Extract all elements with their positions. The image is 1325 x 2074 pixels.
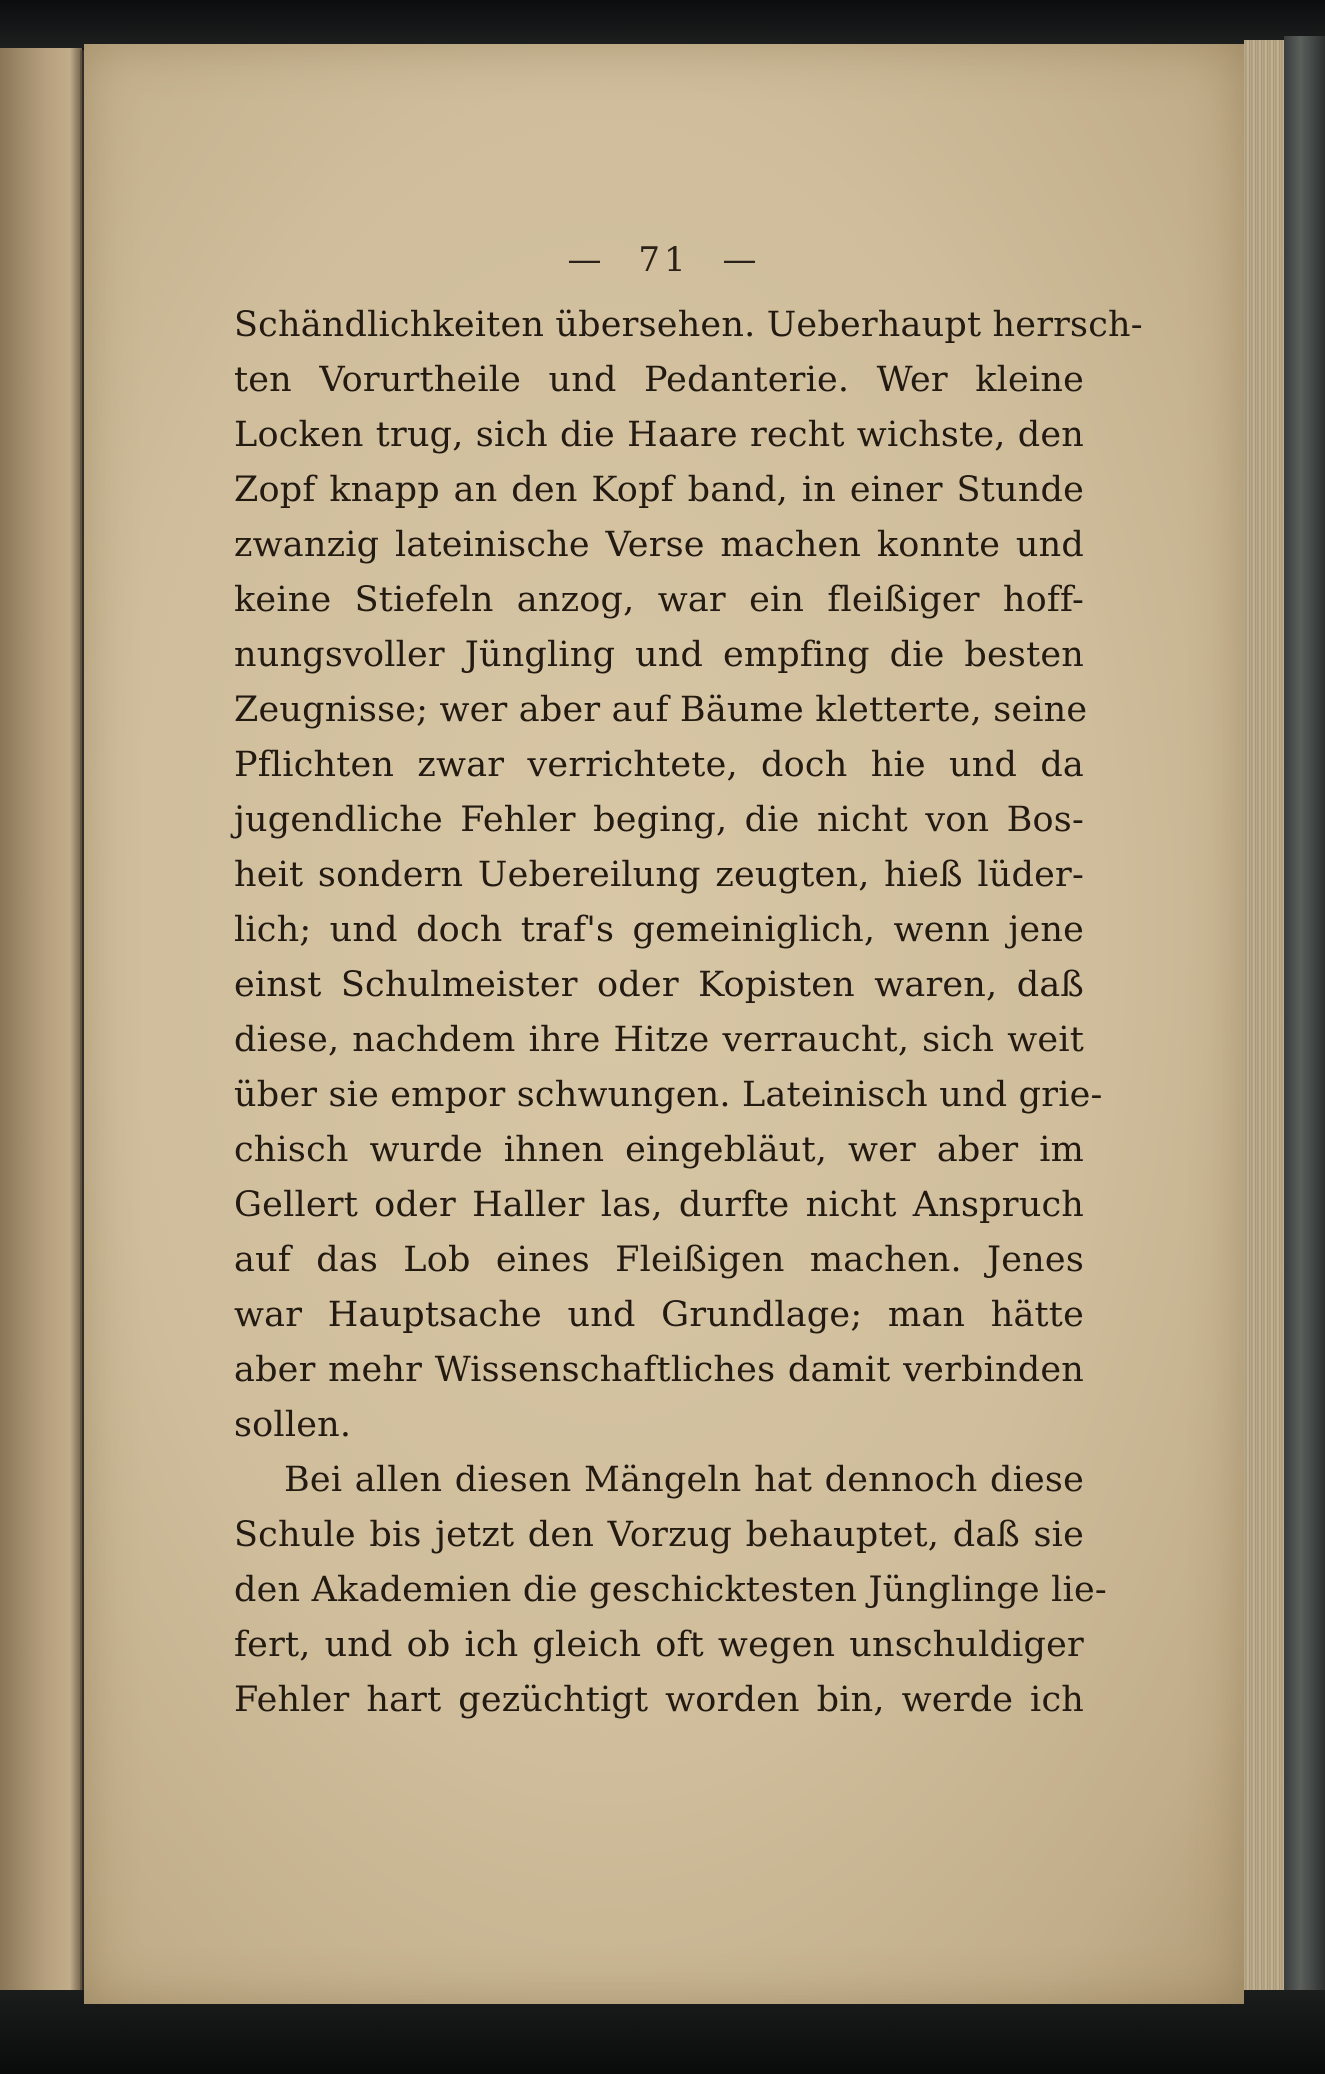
- scan-background-top: [0, 0, 1325, 48]
- text-line: nungsvoller Jüngling und empfing die besten: [234, 635, 1084, 675]
- text-line: sollen.: [234, 1405, 352, 1445]
- text-line: jugendliche Fehler beging, die nicht von Bos-: [234, 800, 1084, 840]
- text-line: über sie empor schwungen. Lateinisch und grie-: [234, 1075, 1103, 1115]
- text-line: ten Vorurtheile und Pedanterie. Wer kleine: [234, 360, 1084, 400]
- page-header: [84, 240, 1244, 280]
- text-line: war Hauptsache und Grundlage; man hätte: [234, 1295, 1084, 1335]
- text-line: Pflichten zwar verrichtete, doch hie und da: [234, 745, 1084, 785]
- book-page: [84, 44, 1244, 2004]
- header-right-dash: —: [722, 240, 761, 280]
- text-line: Schule bis jetzt den Vorzug behauptet, daß sie: [234, 1515, 1084, 1555]
- text-line: Zeugnisse; wer aber auf Bäume kletterte, seine: [234, 690, 1088, 730]
- text-line: lich; und doch traf's gemeiniglich, wenn jene: [234, 910, 1084, 950]
- text-line: Bei allen diesen Mängeln hat dennoch diese: [284, 1460, 1084, 1500]
- text-line: aber mehr Wissenschaftliches damit verbinden: [234, 1350, 1084, 1390]
- text-line: Gellert oder Haller las, durfte nicht Anspruch: [234, 1185, 1084, 1225]
- text-line: keine Stiefeln anzog, war ein fleißiger hoff-: [234, 580, 1084, 620]
- text-line: chisch wurde ihnen eingebläut, wer aber im: [234, 1130, 1084, 1170]
- facing-page-edge: [0, 48, 82, 2008]
- text-line: Schändlichkeiten übersehen. Ueberhaupt herrsch-: [234, 305, 1143, 345]
- book-cover-edge: [1284, 36, 1325, 2010]
- text-line: Fehler hart gezüchtigt worden bin, werde ich: [234, 1680, 1084, 1720]
- text-line: Zopf knapp an den Kopf band, in einer Stunde: [234, 470, 1084, 510]
- text-line: heit sondern Uebereilung zeugten, hieß lüder-: [234, 855, 1084, 895]
- header-left-dash: —: [567, 240, 606, 280]
- text-line: diese, nachdem ihre Hitze verraucht, sich weit: [234, 1020, 1084, 1060]
- text-line: zwanzig lateinische Verse machen konnte und: [234, 525, 1084, 565]
- text-line: einst Schulmeister oder Kopisten waren, daß: [234, 965, 1084, 1005]
- text-line: auf das Lob eines Fleißigen machen. Jenes: [234, 1240, 1084, 1280]
- text-line: den Akademien die geschicktesten Jünglinge lie-: [234, 1570, 1107, 1610]
- text-line: Locken trug, sich die Haare recht wichste, den: [234, 415, 1084, 455]
- page-stack-edge: [1244, 40, 1284, 2006]
- page-number: 71: [638, 240, 690, 280]
- text-line: fert, und ob ich gleich oft wegen unschuldiger: [234, 1625, 1084, 1665]
